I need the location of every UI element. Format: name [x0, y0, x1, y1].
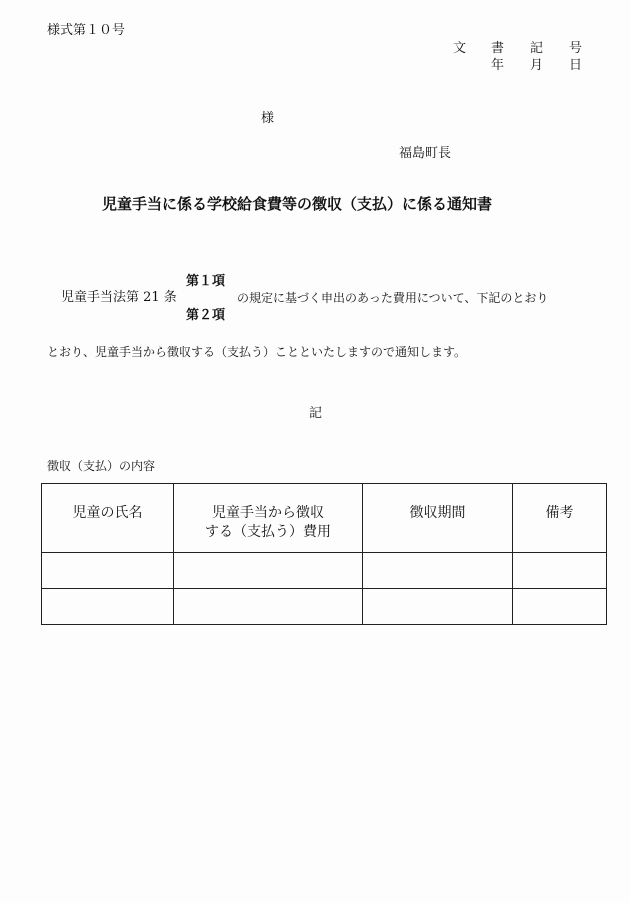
doc-ref-char: 記 [530, 41, 544, 56]
header-period [363, 484, 513, 553]
header-text: 備考 [545, 505, 574, 521]
table-cell[interactable] [174, 553, 363, 589]
recipient-suffix: 様 [261, 111, 275, 126]
table-cell[interactable] [174, 589, 363, 625]
table-header-row [42, 484, 607, 553]
issuer: 福島町長 [399, 146, 452, 161]
form-number: 様式第１０号 [47, 23, 126, 38]
table-cell[interactable] [513, 589, 607, 625]
ki-heading: 記 [309, 406, 323, 421]
content-table [41, 483, 607, 625]
table-cell[interactable] [42, 553, 174, 589]
table-cell[interactable] [513, 553, 607, 589]
date-day: 日 [569, 58, 583, 73]
clause-1: 第１項 [186, 274, 226, 289]
doc-ref-char: 号 [569, 41, 583, 56]
date-year: 年 [491, 58, 505, 73]
table-cell[interactable] [42, 589, 174, 625]
date-month: 月 [530, 58, 544, 73]
header-text: する（支払う）費用 [205, 524, 331, 540]
doc-ref-char: 文 [453, 41, 467, 56]
section-label: 徴収（支払）の内容 [47, 459, 156, 473]
body-line-1: の規定に基づく申出のあった費用について、下記のとおり [237, 291, 549, 305]
table-row [42, 553, 607, 589]
header-text: 児童手当から徴収 [212, 505, 324, 521]
table-cell[interactable] [363, 553, 513, 589]
table-cell[interactable] [363, 589, 513, 625]
header-text: 児童の氏名 [72, 505, 143, 521]
document-title: 児童手当に係る学校給食費等の徴収（支払）に係る通知書 [102, 195, 493, 213]
header-fee [174, 484, 363, 553]
table-row [42, 589, 607, 625]
body-line-2: とおり、児童手当から徴収する（支払う）ことといたしますので通知します。 [47, 345, 467, 359]
doc-ref-char: 書 [491, 41, 505, 56]
header-text: 徴収期間 [409, 505, 466, 521]
clause-2: 第２項 [186, 308, 226, 323]
header-child-name [42, 484, 174, 553]
header-remarks [513, 484, 607, 553]
law-reference: 児童手当法第 21 条 [61, 290, 177, 305]
